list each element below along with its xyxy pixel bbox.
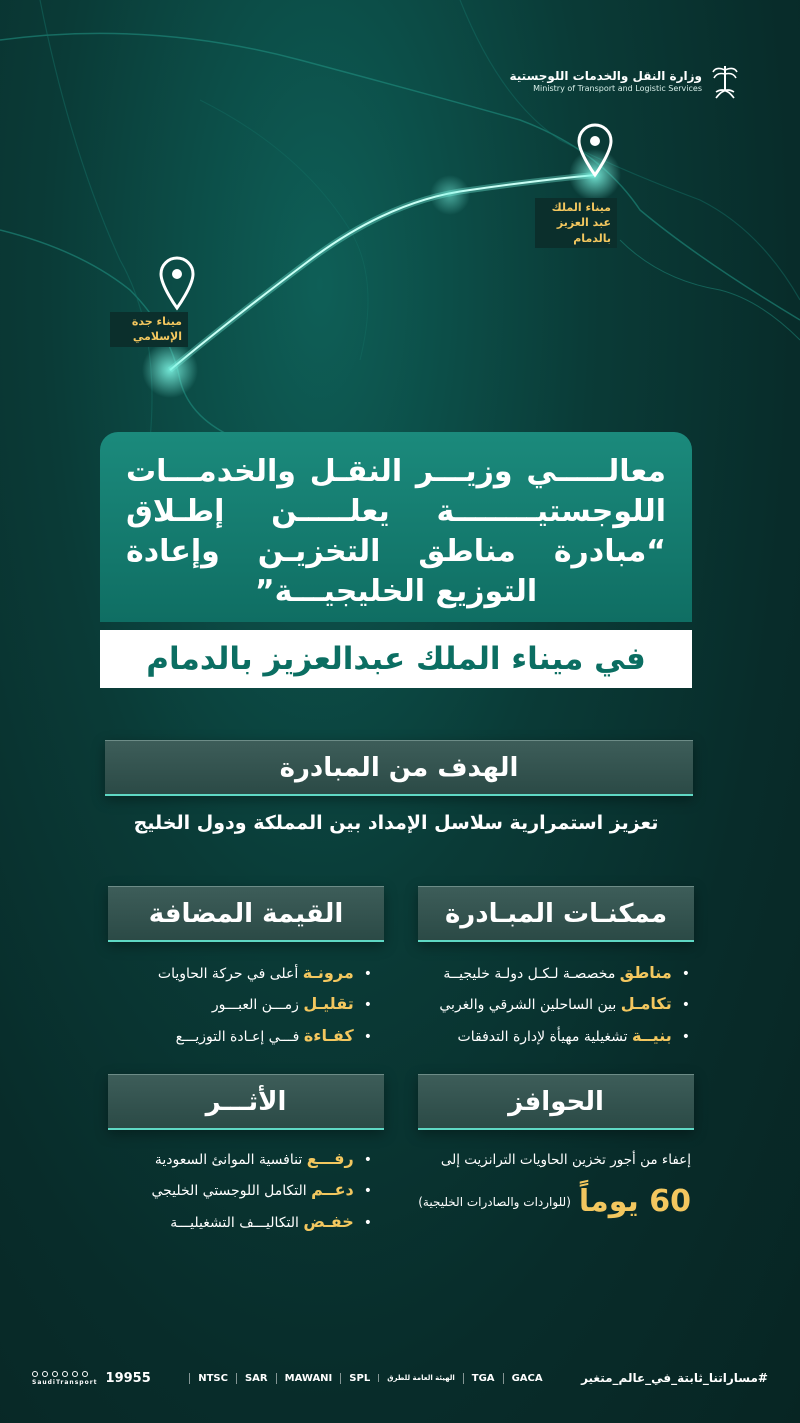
footer	[0, 1366, 800, 1390]
added-value-list	[158, 957, 372, 1051]
incentive-days: 60 يوماً	[578, 1184, 691, 1219]
list-item: • كفـاءة فـــي إعـادة التوزيـــع	[158, 1020, 372, 1051]
list-item: • تكامـل بين الساحلين الشرقي والغربي	[439, 988, 690, 1019]
impact-title-bar	[108, 1074, 384, 1130]
list-item: • مرونـة أعلى في حركة الحاويات	[158, 957, 372, 988]
social-icons	[32, 1371, 98, 1377]
headline: معالـــــي وزيـــر النقـل والخدمـــات اللوجستيــــــــة يعلـــــن إطـلاق “مبادرة مناطق التخزيـن وإعادة التوزيع الخليجيـــة”	[126, 454, 666, 609]
ministry-name-en: Ministry of Transport and Logistic Services	[533, 83, 702, 93]
incentives-title-bar	[418, 1074, 694, 1130]
incentive-note: (للواردات والصادرات الخليجية)	[418, 1194, 571, 1209]
pin-icon	[161, 258, 193, 308]
goal-title-bar	[105, 740, 693, 796]
list-item: • دعــم التكامل اللوجستي الخليجي	[151, 1174, 372, 1205]
incentive-days-row	[395, 1184, 691, 1219]
ministry-name-ar: وزارة النقل والخدمات اللوجستية	[509, 68, 702, 83]
added-value-title: القيمة المضافة	[148, 898, 344, 929]
enablers-list	[439, 957, 690, 1051]
goal-text: تعزيز استمرارية سلاسل الإمداد بين المملكة ودول الخليج	[133, 812, 659, 834]
added-value-title-bar	[108, 886, 384, 942]
partner-logo: GACA	[503, 1373, 543, 1384]
palm-emblem-icon	[712, 62, 738, 100]
list-item: • رفـــع تنافسية الموانئ السعودية	[151, 1143, 372, 1174]
partner-logo: TGA	[463, 1373, 495, 1384]
partner-logo: NTSC	[189, 1373, 228, 1384]
goal-title: الهدف من المبادرة	[279, 752, 519, 783]
partner-logos	[189, 1373, 542, 1384]
subheadline: في ميناء الملك عبدالعزيز بالدمام	[146, 641, 646, 677]
partner-logo: MAWANI	[276, 1373, 333, 1384]
partner-logo: SAR	[236, 1373, 268, 1384]
incentive-text: إعفاء من أجور تخزين الحاويات الترانزيت إلى	[440, 1152, 691, 1168]
subheadline-box	[100, 630, 692, 688]
list-item: • خفـض التكاليـــف التشغيليـــة	[151, 1206, 372, 1237]
list-item: • مناطق مخصصـة لـكـل دولـة خليجيــة	[439, 957, 690, 988]
social-handle: SaudiTransport	[32, 1378, 98, 1386]
route-line	[170, 175, 595, 370]
ministry-logo	[510, 62, 739, 100]
enablers-title-bar	[418, 886, 694, 942]
partner-logo: SPL	[340, 1373, 370, 1384]
footer-contact	[32, 1371, 151, 1386]
list-item: • تقليـل زمـــن العبـــور	[158, 988, 372, 1019]
partner-logo: الهيئة العامة للطرق	[378, 1374, 455, 1382]
hashtag: #مساراتنا_ثابتة_في_عالم_متغير	[581, 1371, 768, 1385]
headline-box	[100, 432, 692, 622]
incentives-title: الحوافز	[508, 1086, 604, 1117]
list-item: • بنيــة تشغيلية مهيأة لإدارة التدفقات	[439, 1020, 690, 1051]
jeddah-port-label: ميناء جدة الإسلامي	[110, 312, 188, 347]
impact-list	[151, 1143, 372, 1237]
enablers-title: ممكنـات المبـادرة	[444, 898, 668, 929]
impact-title: الأثـــر	[205, 1086, 287, 1117]
dammam-port-label: ميناء الملك عبد العزيز بالدمام	[535, 198, 617, 248]
phone-number: 19955	[105, 1370, 151, 1386]
